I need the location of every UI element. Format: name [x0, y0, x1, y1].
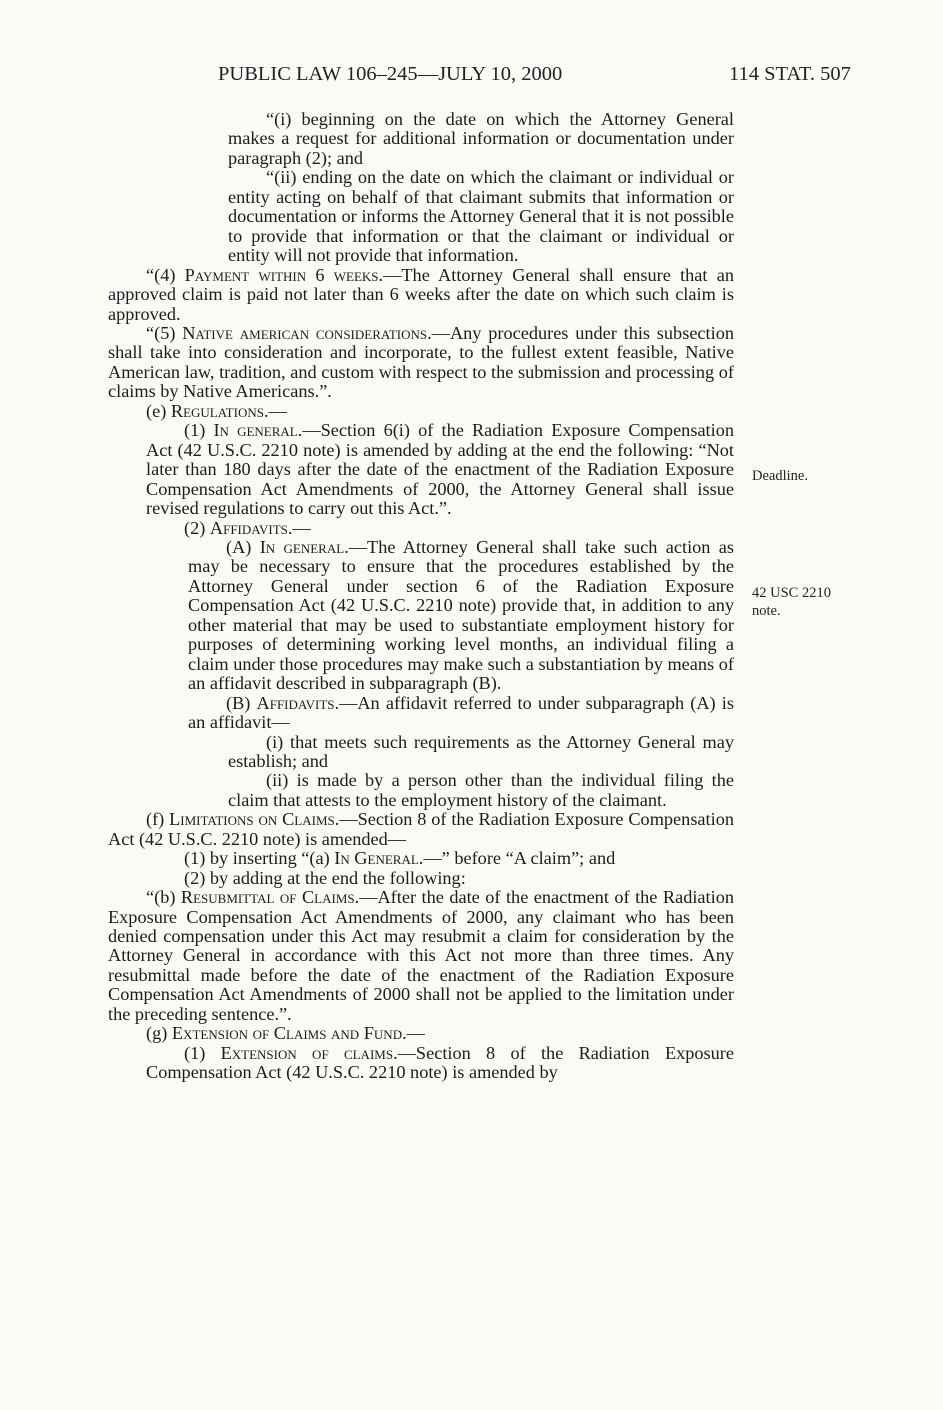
subsection-e-lead: (e) [146, 400, 171, 421]
paragraph-g1-lead: (1) [184, 1042, 221, 1063]
affidavit-clause-ii: (ii) is made by a person other than the individual filing the claim that attests to the employment history of the claimant. [228, 770, 734, 810]
subsection-e-body: .— [263, 400, 287, 421]
subsection-e-heading: Regulations [170, 400, 264, 421]
subsection-f-heading: Limitations on Claims [169, 809, 335, 830]
paragraph-e1-in-general [108, 421, 734, 518]
paragraph-e2-lead: (2) [184, 517, 210, 538]
paragraph-e2-heading: Affidavits [209, 517, 288, 538]
paragraph-4-payment [108, 266, 734, 324]
running-header-page-number: 114 STAT. 507 [729, 63, 851, 85]
amendment-item-1-lead: (1) by inserting “(a) [184, 848, 335, 869]
paragraph-e1-body: .—Section 6(i) of the Radiation Exposure Compensation Act (42 U.S.C. 2210 note) is amended by adding at the end the following: “Not later than 180 days after the date of the enactment of the Radiation Exposure Compensation Act Amendments of 2000, the Attorney General shall issue revised regulations to carry out this Act.”. [146, 420, 734, 519]
subparagraph-b-affidavits [108, 694, 734, 733]
margin-note-usc-citation [752, 584, 831, 620]
amendment-item-1-heading: In General [334, 848, 419, 869]
paragraph-g1-extension-of-claims [108, 1044, 734, 1083]
subparagraph-a-body: .—The Attorney General shall take such action as may be necessary to ensure that the procedures established by the Attorney General under section 6 of the Radiation Exposure Compensation Act (42 U.S.C. 2210 note) provide that, in addition to any other material that may be used to substantiate employment history for purposes of determining working level months, an individual filing a claim under those procedures may make such a substantiation by means of an affidavit described in subparagraph (B). [188, 536, 734, 694]
paragraph-g1-heading: Extension of claims [220, 1042, 394, 1063]
subsection-f-limitations [108, 810, 734, 849]
subparagraph-a-lead: (A) [226, 536, 260, 557]
margin-note-usc-line2: note. [752, 603, 781, 619]
paragraph-4-heading: Payment within 6 weeks [184, 264, 379, 285]
affidavit-clause-i: (i) that meets such requirements as the Attorney General may establish; and [228, 731, 734, 771]
paragraph-e1-heading: In general [213, 420, 298, 441]
subparagraph-b-heading: Affidavits [256, 692, 335, 713]
subsection-b-lead: “(b) [146, 887, 181, 908]
margin-note-deadline: Deadline. [752, 468, 808, 484]
paragraph-5-heading: Native american considerations [182, 322, 428, 343]
running-header-title: PUBLIC LAW 106–245—JULY 10, 2000 [218, 63, 563, 85]
paragraph-4-body: .—The Attorney General shall ensure that an approved claim is paid not later than 6 weeks after the date on which such claim is approved. [108, 264, 734, 324]
clause-ii: “(ii) ending on the date on which the claimant or individual or entity acting on behalf of that claimant submits that information or documentation or informs the Attorney General that it is not possible to provide that information or that the claimant or individual or entity will not provide that information. [228, 167, 734, 266]
subsection-b-heading: Resubmittal of Claims [180, 887, 355, 908]
paragraph-5-native-american [108, 324, 734, 402]
subparagraph-a-in-general [108, 538, 734, 694]
subsection-g-lead: (g) [146, 1023, 172, 1044]
paragraph-g1-body: .—Section 8 of the Radiation Exposure Compensation Act (42 U.S.C. 2210 note) is amended by [146, 1042, 735, 1083]
subsection-b-resubmittal [108, 888, 734, 1024]
subsection-g-body: .— [402, 1023, 425, 1044]
paragraph-5-lead: “(5) [146, 322, 183, 343]
amendment-item-2: (2) by adding at the end the following: [184, 867, 466, 888]
paragraph-e2-affidavits [108, 519, 734, 538]
subsection-f-lead: (f) [146, 809, 170, 830]
subsection-b-body: .—After the date of the enactment of the Radiation Exposure Compensation Act Amendments of 2000, any claimant who has been denied compensation under this Act may resubmit a claim for consideration by the Attorney General in accordance with this Act not more than three times. Any resubmittal made before the date of the enactment of the Radiation Exposure Compensation Act Amendments of 2000 shall not be applied to the limitation under the preceding sentence.”. [108, 887, 734, 1024]
paragraph-e2-body: .— [287, 517, 311, 538]
amendment-item-1-body: .—” before “A claim”; and [418, 848, 616, 869]
subsection-g-extension [108, 1024, 734, 1043]
subparagraph-b-body: .—An affidavit referred to under subparagraph (A) is an affidavit— [188, 692, 734, 733]
statute-text [108, 110, 734, 1083]
subparagraph-a-heading: In general [259, 536, 345, 557]
paragraph-e1-lead: (1) [184, 420, 214, 441]
margin-note-usc-line1: 42 USC 2210 [752, 585, 831, 601]
subsection-f-body: .—Section 8 of the Radiation Exposure Compensation Act (42 U.S.C. 2210 note) is amended— [108, 809, 734, 849]
subsection-e-regulations [108, 402, 734, 421]
paragraph-4-lead: “(4) [146, 264, 185, 285]
clause-i: “(i) beginning on the date on which the Attorney General makes a request for additional information or documentation under paragraph (2); and [228, 109, 734, 168]
subparagraph-b-lead: (B) [226, 692, 257, 713]
amendment-item-1 [108, 849, 734, 868]
subsection-g-heading: Extension of Claims and Fund [171, 1023, 403, 1044]
paragraph-5-body: .—Any procedures under this subsection shall take into consideration and incorporate, to the fullest extent feasible, Native American law, tradition, and custom with respect to the submission and processing of claims by Native Americans.”. [108, 322, 734, 402]
